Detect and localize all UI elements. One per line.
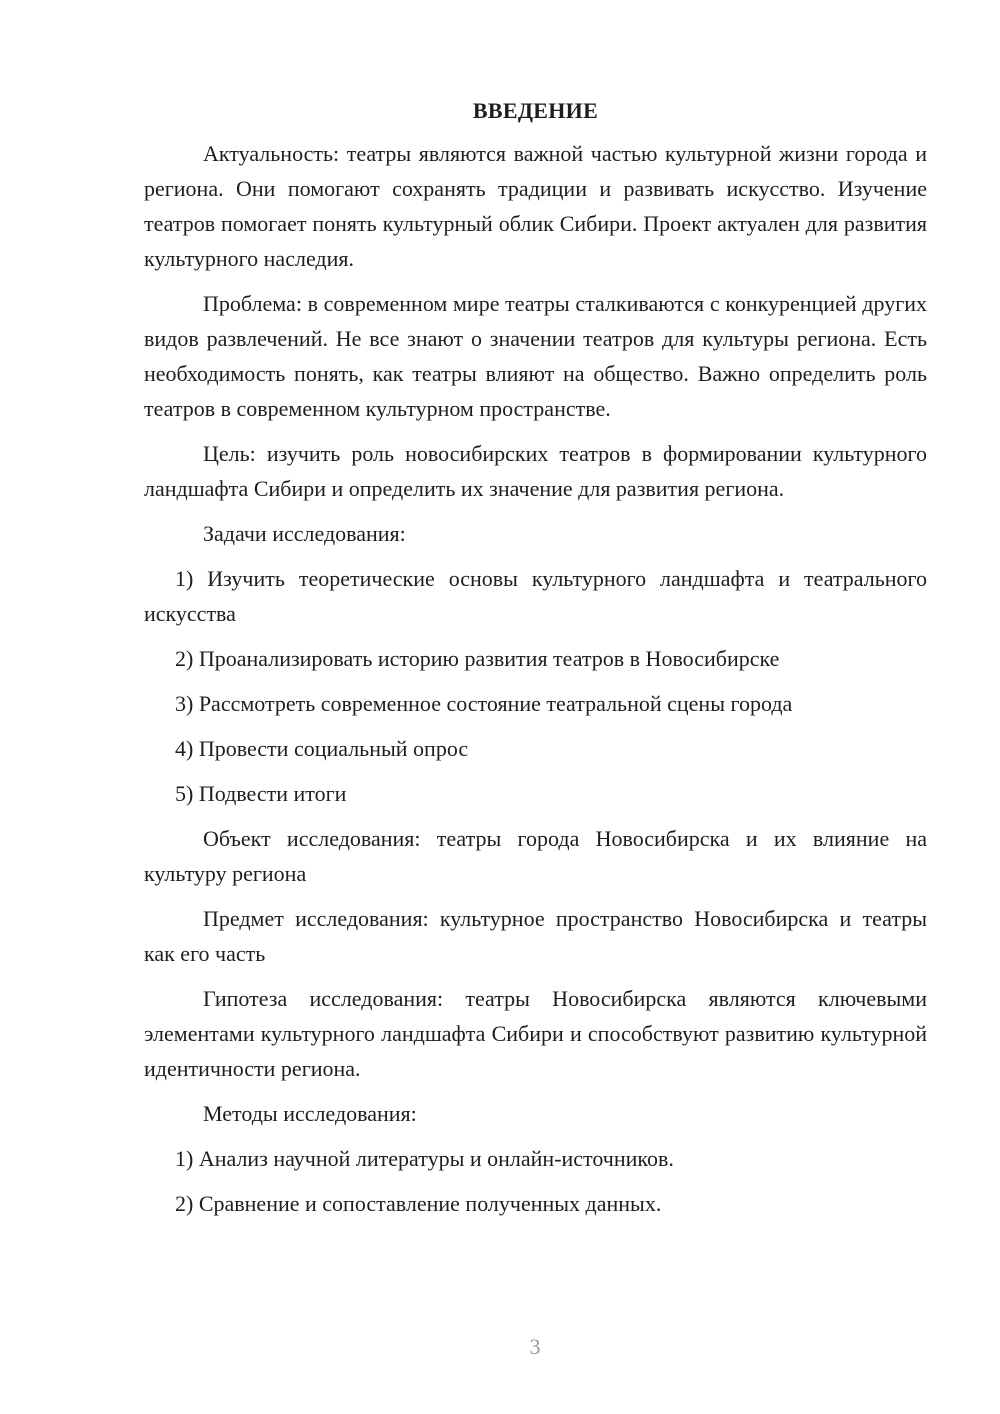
method-item: 1) Анализ научной литературы и онлайн-источников. xyxy=(175,1146,674,1171)
tasks-heading: Задачи исследования: xyxy=(203,521,406,546)
object-paragraph: Объект исследования: театры города Новосибирска и их влияние на культуру региона xyxy=(144,826,927,886)
task-item: 4) Провести социальный опрос xyxy=(175,736,469,761)
page-content xyxy=(144,94,927,1231)
subject-paragraph: Предмет исследования: культурное пространство Новосибирска и театры как его часть xyxy=(144,906,927,966)
methods-heading: Методы исследования: xyxy=(203,1101,417,1126)
task-item: 1) Изучить теоретические основы культурного ландшафта и театрального искусства xyxy=(144,566,927,626)
relevance-paragraph: Актуальность: театры являются важной частью культурной жизни города и региона. Они помогают сохранять традиции и развивать искусство. Изучение театров помогает понять культурный облик Сибири. Проект актуален для развития культурного наследия. xyxy=(144,141,927,271)
page-title: ВВЕДЕНИЕ xyxy=(472,98,599,123)
page-number: 3 xyxy=(529,1334,541,1359)
task-item: 2) Проанализировать историю развития театров в Новосибирске xyxy=(175,646,780,671)
problem-paragraph: Проблема: в современном мире театры сталкиваются с конкуренцией других видов развлечений. Не все знают о значении театров для культуры региона. Есть необходимость понять, как театры влияют на общество. Важно определить роль театров в современном культурном пространстве. xyxy=(144,291,927,421)
hypothesis-paragraph: Гипотеза исследования: театры Новосибирска являются ключевыми элементами культурного ландшафта Сибири и способствуют развитию культурной идентичности региона. xyxy=(144,986,927,1081)
goal-paragraph: Цель: изучить роль новосибирских театров в формировании культурного ландшафта Сибири и определить их значение для развития региона. xyxy=(144,441,927,501)
task-item: 3) Рассмотреть современное состояние театральной сцены города xyxy=(175,691,793,716)
method-item: 2) Сравнение и сопоставление полученных данных. xyxy=(175,1191,662,1216)
task-item: 5) Подвести итоги xyxy=(175,781,347,806)
